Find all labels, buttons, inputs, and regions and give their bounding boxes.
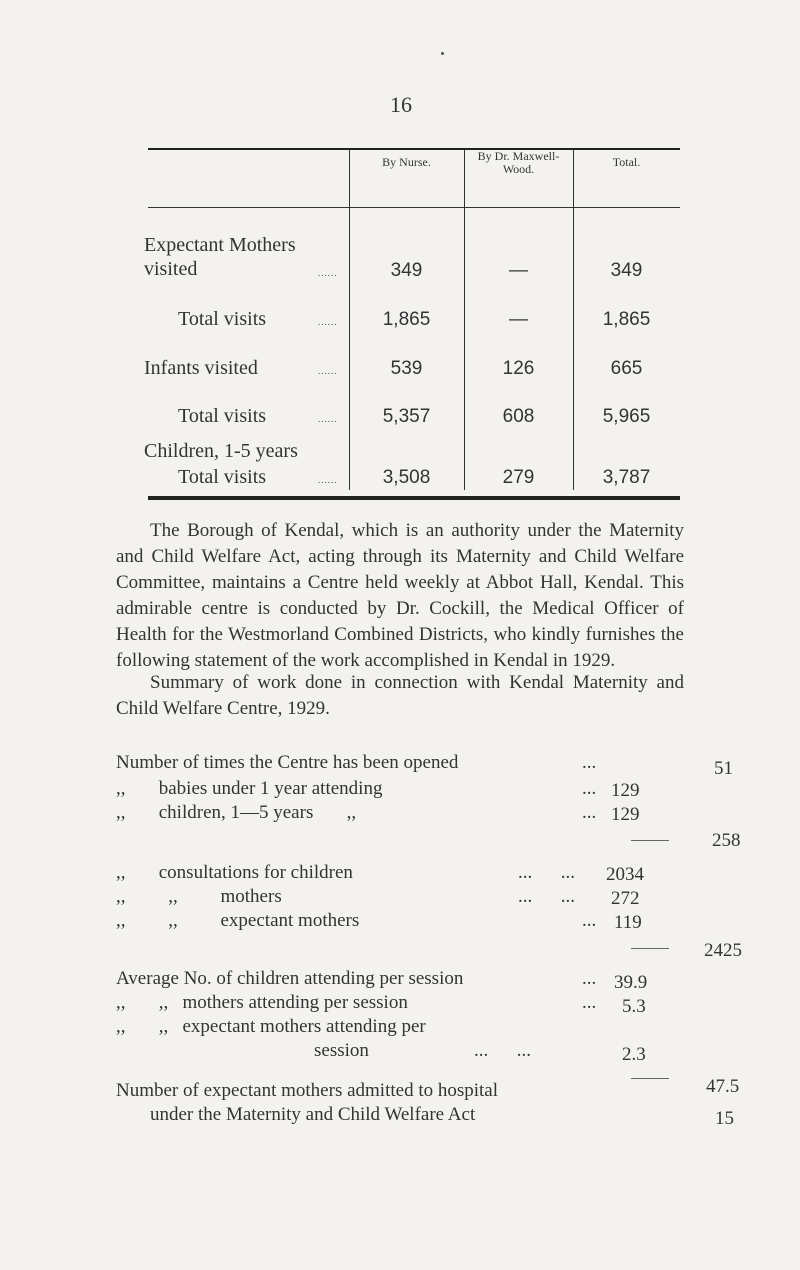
row-label-cont: visited xyxy=(144,258,198,280)
total-value: 349 xyxy=(610,260,643,281)
cons-mothers-value: 272 xyxy=(611,888,640,909)
total-value: 665 xyxy=(610,358,643,379)
header-total: Total. xyxy=(612,155,641,169)
opened-total: 51 xyxy=(714,758,733,779)
leader-dots: ...... xyxy=(318,268,338,278)
nurse-value: 5,357 xyxy=(382,406,431,427)
page-number: 16 xyxy=(390,92,412,117)
dots: ... xyxy=(582,802,597,823)
header-doctor: By Dr. Maxwell-Wood. xyxy=(477,149,560,176)
attendance-total: 258 xyxy=(712,830,741,851)
doctor-value: 126 xyxy=(502,358,535,379)
summary-heading xyxy=(116,670,684,722)
total-value: 1,865 xyxy=(602,309,651,330)
summary-cons-children-label: ,, consultations for children xyxy=(116,862,353,883)
leader-dots: ...... xyxy=(318,366,338,376)
admitted-total: 15 xyxy=(715,1108,734,1129)
summary-admitted-cont: under the Maternity and Child Welfare Act xyxy=(150,1104,476,1125)
avg-expectant-value: 2.3 xyxy=(622,1044,646,1065)
cons-children-value: 2034 xyxy=(606,864,644,885)
nurse-value: 3,508 xyxy=(382,467,431,488)
nurse-value: 1,865 xyxy=(382,309,431,330)
dots: ... xyxy=(582,992,597,1013)
total-value: 5,965 xyxy=(602,406,651,427)
summary-babies-label: ,, babies under 1 year attending xyxy=(116,778,383,799)
consultations-total: 2425 xyxy=(704,940,742,961)
header-nurse: By Nurse. xyxy=(382,155,431,169)
summary-avg-mothers-label: ,, ,, mothers attending per session xyxy=(116,992,408,1013)
summary-cons-mothers-label: ,, ,, mothers xyxy=(116,886,282,907)
avg-mothers-value: 5.3 xyxy=(622,996,646,1017)
dots: ... xyxy=(582,752,597,773)
cons-expectant-value: 119 xyxy=(614,912,642,933)
summary-avg-expectant-label: ,, ,, expectant mothers attending per xyxy=(116,1016,426,1037)
header-rule xyxy=(148,207,680,208)
summary-avg-expectant-cont: session xyxy=(314,1040,369,1061)
dots: ... xyxy=(582,910,597,931)
subtotal-rule xyxy=(631,948,669,949)
average-total: 47.5 xyxy=(706,1076,740,1097)
doctor-value: — xyxy=(509,309,528,330)
leader-dots: ...... xyxy=(318,317,338,327)
summary-avg-children-label: Average No. of children attending per session xyxy=(116,968,464,989)
dots: ... ... xyxy=(518,886,575,907)
leader-dots: ...... xyxy=(318,475,338,485)
summary-heading-text: Summary of work done in connection with Kendal Maternity and Child Welfare Centre, 1929. xyxy=(116,672,684,719)
dots: ... ... xyxy=(474,1040,531,1061)
summary-opened-label: Number of times the Centre has been opened xyxy=(116,752,459,773)
nurse-value: 349 xyxy=(390,260,423,281)
summary-cons-expectant-label: ,, ,, expectant mothers xyxy=(116,910,360,931)
row-label: Total visits xyxy=(178,308,267,330)
row-label: Total visits xyxy=(178,405,267,427)
subtotal-rule xyxy=(631,1078,669,1079)
nurse-value: 539 xyxy=(390,358,423,379)
children-value: 129 xyxy=(611,804,640,825)
doctor-value: 608 xyxy=(502,406,535,427)
summary-children-label: ,, children, 1—5 years ,, xyxy=(116,802,357,823)
intro-text: The Borough of Kendal, which is an authority under the Maternity and Child Welfare Act, acting through its Maternity and Child Welfare Committee, maintains a Centre held weekly at Abbot Hall, Kendal. This admirable centre is conducted by Dr. Cockill, the Medical Officer of Health for the Westmorland Combined Districts, who kindly furnishes the following statement of the work accomplished in Kendal in 1929. xyxy=(116,520,684,671)
avg-children-value: 39.9 xyxy=(614,972,648,993)
row-label: Total visits xyxy=(178,466,267,488)
dots: ... xyxy=(582,778,597,799)
total-value: 3,787 xyxy=(602,467,651,488)
leader-dots: ...... xyxy=(318,414,338,424)
intro-paragraph xyxy=(116,518,684,674)
row-label: Infants visited xyxy=(144,357,258,379)
dots: ... ... xyxy=(518,862,575,883)
subtotal-rule xyxy=(631,840,669,841)
babies-value: 129 xyxy=(611,780,640,801)
visits-table xyxy=(144,148,680,500)
row-label: Children, 1-5 years xyxy=(144,440,298,462)
doctor-value: — xyxy=(509,260,528,281)
row-label: Expectant Mothers xyxy=(144,234,296,256)
speck xyxy=(441,52,444,55)
summary-admitted-label: Number of expectant mothers admitted to hospital xyxy=(116,1080,499,1101)
dots: ... xyxy=(582,968,597,989)
doctor-value: 279 xyxy=(502,467,535,488)
